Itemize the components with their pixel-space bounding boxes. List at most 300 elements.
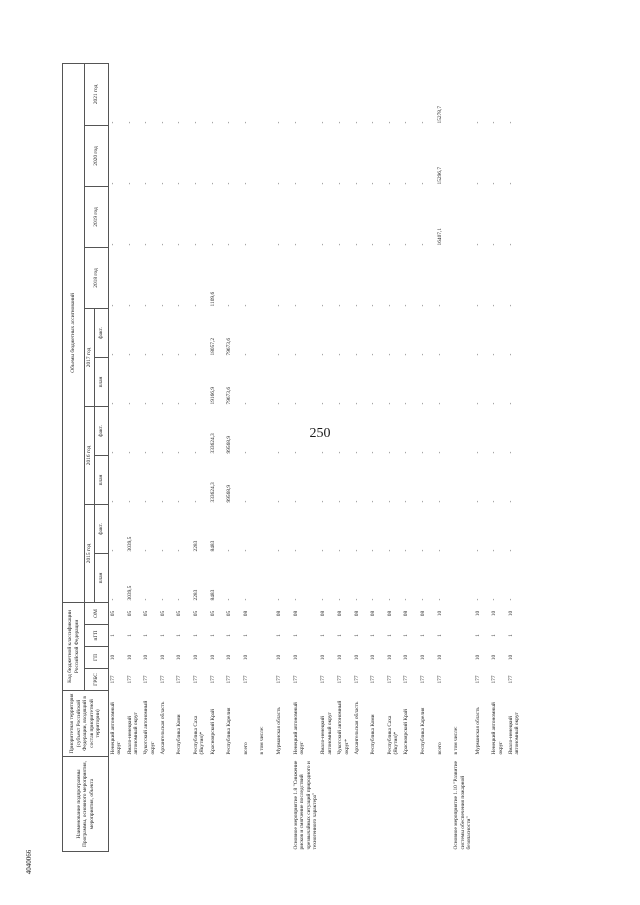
cell-name <box>402 757 419 852</box>
cell-fact-2017: 18057,2 <box>209 337 216 356</box>
cell-gp: 10 <box>337 654 344 661</box>
cell-gp: 10 <box>226 654 233 661</box>
cell-territory: Мурманская область <box>474 707 481 755</box>
cell-plan-2015: 8483 <box>209 589 216 601</box>
cell-name <box>159 757 176 852</box>
cell-plan-2017: - <box>292 402 299 405</box>
cell-name <box>126 757 143 852</box>
cell-om: 10 <box>436 610 443 617</box>
cell-om: 08 <box>275 610 282 617</box>
cell-plan-2016: - <box>126 500 133 503</box>
cell-value-2018: - <box>159 304 166 307</box>
cell-value-2019: - <box>403 243 410 246</box>
cell-om: 08 <box>403 610 410 617</box>
cell-value-2018: - <box>507 304 514 307</box>
cell-name <box>258 757 275 852</box>
cell-fact-2015: - <box>143 549 150 552</box>
cell-fact-2016: - <box>436 451 443 454</box>
cell-fact-2017: - <box>474 353 481 356</box>
cell-plan-2016: - <box>159 500 166 503</box>
cell-name <box>225 757 242 852</box>
cell-territory: Чукотский автономный округ* <box>337 700 350 755</box>
cell-territory: Архангельская область <box>353 701 360 755</box>
cell-fact-2016: - <box>337 451 344 454</box>
cell-plan-2016: - <box>292 500 299 503</box>
cell-territory: Республика Саха (Якутия)* <box>192 715 206 755</box>
cell-fact-2016: - <box>159 451 166 454</box>
cell-plan-2017: - <box>337 402 344 405</box>
cell-value-2018: - <box>226 304 233 307</box>
cell-territory: Республика Коми <box>370 714 377 755</box>
cell-fact-2015: - <box>420 549 427 552</box>
cell-plan-2016: - <box>403 500 410 503</box>
rotated-table-area <box>62 64 587 852</box>
cell-territory: Архангельская область <box>159 701 166 755</box>
cell-fact-2017: - <box>143 353 150 356</box>
cell-plan-2017: 19166,9 <box>209 386 216 405</box>
cell-name <box>336 757 353 852</box>
cell-grbs: 177 <box>176 675 183 684</box>
header-2016-plan: план <box>95 455 109 504</box>
cell-gp: 10 <box>242 654 249 661</box>
cell-name <box>436 757 453 852</box>
cell-value-2020: - <box>159 182 166 185</box>
table-row <box>490 63 507 851</box>
header-volume-group: Объемы бюджетных ассигнований <box>63 63 85 602</box>
table-row <box>386 63 403 851</box>
cell-fact-2015: - <box>176 549 183 552</box>
cell-fact-2017: - <box>353 353 360 356</box>
cell-fact-2015: - <box>370 549 377 552</box>
cell-grbs: 177 <box>242 675 249 684</box>
cell-fact-2016: - <box>491 451 498 454</box>
cell-grbs: 177 <box>275 675 282 684</box>
cell-fact-2017: - <box>192 353 199 356</box>
cell-territory: в том числе: <box>259 726 266 755</box>
cell-gp: 10 <box>403 654 410 661</box>
cell-pgp: 1 <box>242 634 249 637</box>
cell-name <box>192 757 209 852</box>
table-row <box>142 63 159 851</box>
cell-fact-2016: - <box>143 451 150 454</box>
cell-territory: Республика Коми <box>176 714 183 755</box>
cell-plan-2017: - <box>126 402 133 405</box>
cell-om: 08 <box>337 610 344 617</box>
cell-value-2020: - <box>370 182 377 185</box>
cell-value-2020: - <box>143 182 150 185</box>
cell-value-2018: - <box>126 304 133 307</box>
cell-fact-2015: - <box>386 549 393 552</box>
cell-fact-2015: - <box>491 549 498 552</box>
cell-value-2021: - <box>292 121 299 124</box>
cell-om: 10 <box>491 610 498 617</box>
cell-fact-2016: - <box>507 451 514 454</box>
document-code-text: 4040066 <box>25 849 33 875</box>
cell-value-2021: - <box>474 121 481 124</box>
cell-value-2020 <box>452 125 473 186</box>
cell-value-2021: - <box>491 121 498 124</box>
cell-value-2020: - <box>337 182 344 185</box>
cell-grbs: 177 <box>474 675 481 684</box>
cell-plan-2015: - <box>143 598 150 601</box>
cell-value-2020: - <box>403 182 410 185</box>
table-row <box>369 63 386 851</box>
cell-grbs: 177 <box>370 675 377 684</box>
cell-value-2018: - <box>337 304 344 307</box>
cell-value-2021: - <box>226 121 233 124</box>
cell-value-2019: - <box>226 243 233 246</box>
table-row <box>507 63 524 851</box>
cell-value-2021: - <box>209 121 216 124</box>
cell-plan-2017: - <box>386 402 393 405</box>
cell-gp: 10 <box>110 654 116 661</box>
cell-fact-2017: - <box>292 353 299 356</box>
cell-plan-2017: - <box>353 402 360 405</box>
cell-value-2018 <box>452 247 473 308</box>
cell-pgp: 1 <box>474 634 481 637</box>
cell-value-2019: - <box>192 243 199 246</box>
cell-name <box>474 757 491 852</box>
cell-name <box>209 757 226 852</box>
cell-fact-2016: - <box>353 451 360 454</box>
header-year-2020: 2020 год <box>85 125 109 186</box>
cell-name: Основное мероприятие 1.10 "Развитие системы обеспечения пожарной безопасности" <box>453 761 473 850</box>
header-code-group: Код бюджетной классификации Российской Федерации <box>63 602 85 690</box>
cell-pgp: 1 <box>320 634 327 637</box>
cell-plan-2015: 3039,5 <box>126 585 133 601</box>
cell-plan-2016: - <box>320 500 327 503</box>
cell-value-2020: - <box>242 182 249 185</box>
cell-territory: Ненецкий автономный округ <box>292 702 306 755</box>
cell-value-2020: - <box>420 182 427 185</box>
table-row <box>292 63 320 851</box>
cell-fact-2016: - <box>126 451 133 454</box>
budget-table <box>62 63 523 852</box>
cell-plan-2017 <box>258 357 275 406</box>
cell-value-2021: - <box>386 121 393 124</box>
cell-name: Основное мероприятие 1.8 "Снижение рисков и смягчение последствий чрезвычайных ситуаций природного и техногенного характера" <box>292 760 318 850</box>
cell-value-2019 <box>258 186 275 247</box>
cell-fact-2015 <box>452 504 473 553</box>
cell-gp: 10 <box>159 654 166 661</box>
cell-fact-2017: - <box>436 353 443 356</box>
cell-grbs: 177 <box>209 675 216 684</box>
cell-value-2020: - <box>192 182 199 185</box>
cell-grbs: 177 <box>159 675 166 684</box>
cell-fact-2016: 99568,9 <box>226 435 233 454</box>
cell-territory: Чукотский автономный округ <box>143 700 156 755</box>
cell-grbs: 177 <box>126 675 133 684</box>
cell-plan-2017: - <box>491 402 498 405</box>
cell-gp: 10 <box>176 654 183 661</box>
cell-grbs <box>452 669 473 691</box>
cell-plan-2015: - <box>353 598 360 601</box>
table-row <box>275 63 292 851</box>
cell-gp: 10 <box>420 654 427 661</box>
cell-fact-2015: - <box>242 549 249 552</box>
cell-fact-2015: - <box>110 549 116 552</box>
cell-plan-2015: - <box>242 598 249 601</box>
document-code <box>22 832 36 892</box>
cell-fact-2015 <box>258 504 275 553</box>
cell-value-2020: - <box>226 182 233 185</box>
table-row <box>159 63 176 851</box>
cell-pgp: 1 <box>370 634 377 637</box>
cell-plan-2017: - <box>143 402 150 405</box>
cell-plan-2015: - <box>292 598 299 601</box>
cell-value-2020: - <box>491 182 498 185</box>
table-row <box>126 63 143 851</box>
cell-plan-2015: - <box>386 598 393 601</box>
cell-value-2021: - <box>242 121 249 124</box>
cell-om: 08 <box>292 610 299 617</box>
cell-grbs: 177 <box>420 675 427 684</box>
cell-value-2019: - <box>386 243 393 246</box>
cell-plan-2015: - <box>226 598 233 601</box>
table-row <box>419 63 436 851</box>
cell-value-2021: - <box>370 121 377 124</box>
cell-om <box>452 602 473 624</box>
cell-value-2021: 15278,7 <box>436 105 443 124</box>
cell-om: 05 <box>159 610 166 617</box>
cell-plan-2016: - <box>110 500 116 503</box>
cell-om: 08 <box>242 610 249 617</box>
cell-plan-2016: - <box>176 500 183 503</box>
cell-fact-2017: - <box>242 353 249 356</box>
cell-value-2018: 1109,6 <box>209 291 216 307</box>
header-year-2019: 2019 год <box>85 186 109 247</box>
cell-fact-2015: - <box>337 549 344 552</box>
cell-fact-2016: - <box>292 451 299 454</box>
cell-value-2018: - <box>320 304 327 307</box>
cell-value-2018: - <box>143 304 150 307</box>
cell-value-2018: - <box>192 304 199 307</box>
cell-plan-2017: - <box>242 402 249 405</box>
cell-plan-2015: - <box>159 598 166 601</box>
cell-territory: Красноярский Край <box>209 709 216 755</box>
cell-fact-2017: - <box>403 353 410 356</box>
cell-value-2018 <box>258 247 275 308</box>
cell-pgp: 1 <box>403 634 410 637</box>
cell-value-2018: - <box>353 304 360 307</box>
cell-name <box>175 757 192 852</box>
cell-gp <box>452 647 473 669</box>
cell-om: 08 <box>320 610 327 617</box>
cell-plan-2017: - <box>159 402 166 405</box>
cell-fact-2016: - <box>474 451 481 454</box>
cell-pgp: 1 <box>491 634 498 637</box>
cell-value-2019: - <box>370 243 377 246</box>
cell-plan-2015: 2283 <box>192 589 199 601</box>
cell-territory: Ямало-ненецкий автономный округ <box>320 712 333 755</box>
header-om: ОМ <box>85 602 109 624</box>
header-name: Наименование подпрограммы Программы, основного мероприятия, мероприятия, объекта <box>63 757 109 852</box>
cell-om <box>258 602 275 624</box>
table-body <box>109 63 524 851</box>
cell-value-2018: - <box>292 304 299 307</box>
cell-om: 10 <box>474 610 481 617</box>
cell-value-2019 <box>452 186 473 247</box>
cell-grbs <box>258 669 275 691</box>
cell-plan-2016: - <box>242 500 249 503</box>
cell-plan-2015: - <box>403 598 410 601</box>
header-2015-fact: факт. <box>95 504 109 553</box>
header-2016-fact: факт. <box>95 406 109 455</box>
cell-grbs: 177 <box>353 675 360 684</box>
cell-gp: 10 <box>320 654 327 661</box>
header-year-2021: 2021 год <box>85 63 109 125</box>
cell-fact-2015: - <box>507 549 514 552</box>
cell-gp: 10 <box>474 654 481 661</box>
cell-gp: 10 <box>209 654 216 661</box>
cell-fact-2016: - <box>403 451 410 454</box>
cell-plan-2017: - <box>320 402 327 405</box>
cell-plan-2016: - <box>143 500 150 503</box>
cell-value-2020: - <box>209 182 216 185</box>
cell-plan-2017: - <box>474 402 481 405</box>
cell-value-2018: - <box>242 304 249 307</box>
header-2017-fact: факт. <box>95 308 109 357</box>
table-row <box>175 63 192 851</box>
cell-value-2019: - <box>275 243 282 246</box>
table-row <box>242 63 259 851</box>
table-row <box>336 63 353 851</box>
cell-plan-2016: 99568,9 <box>226 484 233 503</box>
cell-gp <box>258 647 275 669</box>
cell-fact-2017: - <box>507 353 514 356</box>
cell-plan-2016: - <box>491 500 498 503</box>
cell-fact-2017: - <box>275 353 282 356</box>
cell-name <box>109 757 126 852</box>
cell-value-2019: - <box>507 243 514 246</box>
cell-fact-2017: 79673,6 <box>226 337 233 356</box>
cell-pgp: 1 <box>420 634 427 637</box>
cell-pgp: 1 <box>110 634 116 637</box>
cell-fact-2017: - <box>420 353 427 356</box>
cell-value-2021: - <box>320 121 327 124</box>
cell-territory: Ямало-ненецкий автономный округ <box>507 712 521 755</box>
cell-fact-2015: - <box>436 549 443 552</box>
cell-plan-2015: - <box>337 598 344 601</box>
cell-pgp: 1 <box>436 634 443 637</box>
table-row <box>474 63 491 851</box>
cell-om: 05 <box>192 610 199 617</box>
header-2017-plan: план <box>95 357 109 406</box>
cell-fact-2016: - <box>176 451 183 454</box>
cell-fact-2017: - <box>370 353 377 356</box>
cell-fact-2015: 8483 <box>209 540 216 552</box>
cell-grbs: 177 <box>320 675 327 684</box>
cell-plan-2017: - <box>370 402 377 405</box>
cell-om: 05 <box>110 610 116 617</box>
cell-value-2020 <box>258 125 275 186</box>
cell-om: 05 <box>176 610 183 617</box>
cell-plan-2016: - <box>192 500 199 503</box>
cell-plan-2016: - <box>386 500 393 503</box>
cell-value-2020: - <box>176 182 183 185</box>
cell-plan-2017: - <box>192 402 199 405</box>
cell-value-2019: - <box>474 243 481 246</box>
cell-fact-2017: - <box>110 353 116 356</box>
cell-grbs: 177 <box>110 675 116 684</box>
cell-fact-2015: - <box>292 549 299 552</box>
cell-fact-2017: - <box>491 353 498 356</box>
cell-pgp: 1 <box>337 634 344 637</box>
cell-value-2019: - <box>320 243 327 246</box>
cell-fact-2016: 333624,3 <box>209 433 216 454</box>
cell-value-2021 <box>258 63 275 125</box>
cell-om: 08 <box>420 610 427 617</box>
cell-value-2019: 16407,1 <box>436 227 443 246</box>
table-header <box>63 63 109 851</box>
cell-plan-2017: - <box>403 402 410 405</box>
cell-pgp: 1 <box>143 634 150 637</box>
cell-name <box>419 757 436 852</box>
cell-plan-2015: - <box>474 598 481 601</box>
cell-value-2020: - <box>110 182 116 185</box>
cell-grbs: 177 <box>386 675 393 684</box>
cell-gp: 10 <box>353 654 360 661</box>
cell-territory: Красноярский Край <box>403 709 410 755</box>
cell-fact-2017: - <box>386 353 393 356</box>
table-row <box>225 63 242 851</box>
cell-gp: 10 <box>370 654 377 661</box>
cell-grbs: 177 <box>507 675 514 684</box>
cell-plan-2016: - <box>436 500 443 503</box>
table-row <box>258 63 275 851</box>
cell-value-2020: - <box>275 182 282 185</box>
cell-plan-2016: - <box>370 500 377 503</box>
header-year-2017: 2017 год <box>85 308 95 406</box>
cell-value-2019: - <box>143 243 150 246</box>
cell-gp: 10 <box>491 654 498 661</box>
cell-territory: Ямало-ненецкий автономный округ <box>126 712 140 755</box>
cell-pgp: 1 <box>292 634 299 637</box>
cell-fact-2017 <box>452 308 473 357</box>
table-row <box>192 63 209 851</box>
cell-name <box>490 757 507 852</box>
cell-grbs: 177 <box>226 675 233 684</box>
cell-fact-2015: 2283 <box>192 540 199 552</box>
header-2015-plan: план <box>95 553 109 602</box>
cell-plan-2016: - <box>474 500 481 503</box>
cell-plan-2016: 333624,3 <box>209 482 216 503</box>
cell-value-2020: - <box>474 182 481 185</box>
cell-value-2019: - <box>420 243 427 246</box>
cell-fact-2016: - <box>275 451 282 454</box>
cell-fact-2016: - <box>370 451 377 454</box>
cell-value-2021: - <box>420 121 427 124</box>
cell-gp: 10 <box>386 654 393 661</box>
cell-name <box>242 757 259 852</box>
cell-plan-2015: - <box>436 598 443 601</box>
table-row <box>436 63 453 851</box>
cell-value-2021: - <box>110 121 116 124</box>
cell-plan-2017: - <box>420 402 427 405</box>
cell-fact-2016: - <box>242 451 249 454</box>
cell-fact-2017: - <box>176 353 183 356</box>
cell-fact-2017: - <box>320 353 327 356</box>
cell-plan-2016 <box>452 455 473 504</box>
cell-territory: Ненецкий автономный округ <box>110 702 123 755</box>
cell-territory: Республика Саха (Якутия)* <box>386 715 400 755</box>
cell-om: 08 <box>353 610 360 617</box>
cell-value-2021: - <box>337 121 344 124</box>
cell-fact-2016: - <box>420 451 427 454</box>
cell-fact-2015: - <box>403 549 410 552</box>
cell-fact-2015: - <box>353 549 360 552</box>
cell-fact-2015: - <box>226 549 233 552</box>
